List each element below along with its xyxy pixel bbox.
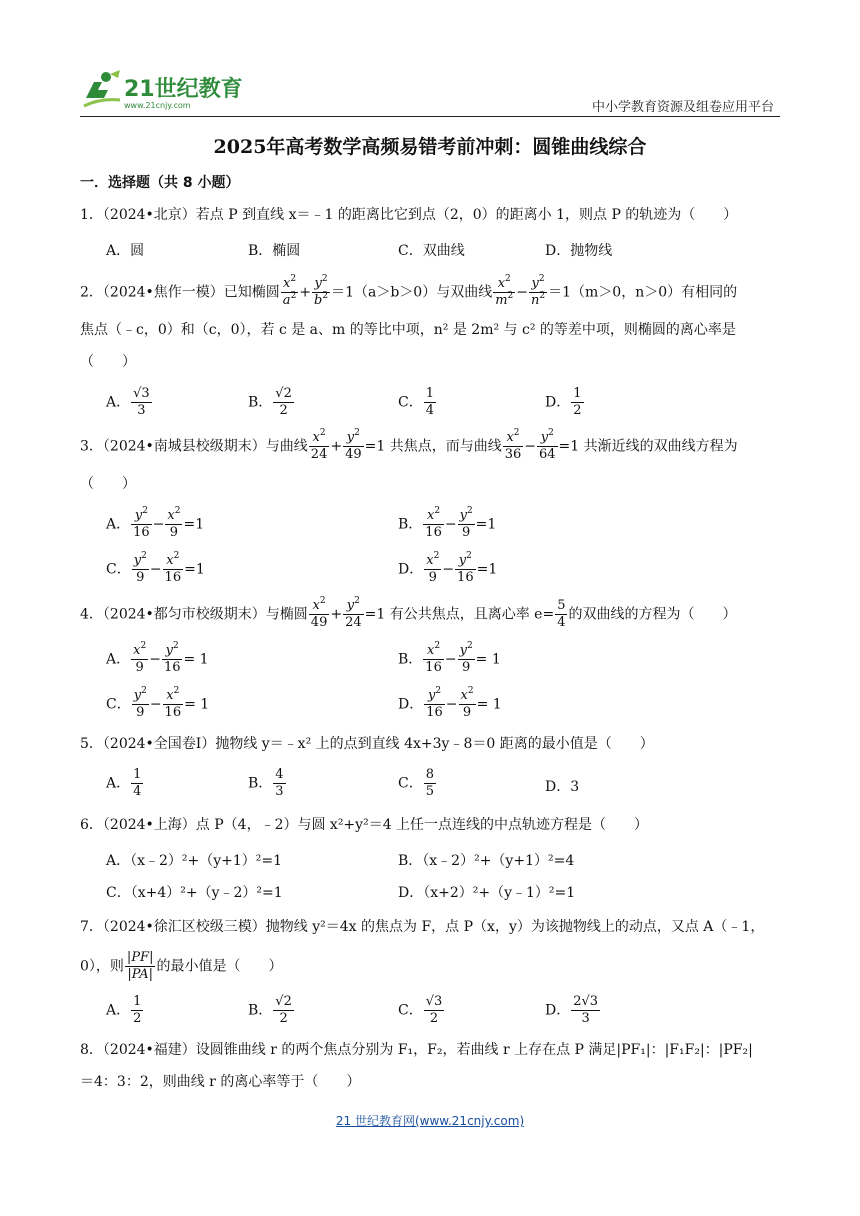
q2-option-d: D． $\frac{1}{2}$ (545, 386, 582, 418)
question-8-line1: 8．（2024•福建）设圆锥曲线 r 的两个焦点分别为 F₁，F₂，若曲线 r 上存在点 P 满足|PF₁|：|F₁F₂|：|PF₂| (80, 1042, 753, 1058)
q4-option-b: B． $\frac{x^2}{16}$ − $\frac{y^2}{9}$ = 1 (398, 641, 501, 675)
q1-option-d: D．抛物线 (545, 243, 613, 259)
q5-option-a: A． $\frac{1}{4}$ (106, 767, 142, 799)
footer-link[interactable]: 21 世纪教育网(www.21cnjy.com) (335, 1114, 525, 1128)
question-2-line2: 焦点（﹣c，0）和（c，0），若 c 是 a、m 的等比中项，n² 是 2m² 与 c² 的等差中项，则椭圆的离心率是 (80, 322, 736, 338)
q7-option-b: B． $\frac{√2}{2}$ (248, 994, 292, 1026)
q6-option-d: D．（x+2）²+（y﹣1）²=1 (398, 885, 576, 901)
svg-text:www.21cnjy.com: www.21cnjy.com (124, 101, 191, 110)
q7-option-a: A． $\frac{1}{2}$ (106, 994, 142, 1026)
q2-option-c: C． $\frac{1}{4}$ (398, 386, 434, 418)
question-5-stem: 5．（2024•全国卷Ⅰ）抛物线 y＝﹣x² 上的点到直线 4x+3y﹣8＝0 距离的最小值是（ ） (80, 736, 654, 752)
question-3-line1: 3．（2024•南城县校级期末）与曲线 $\frac{x^2}{24}$ + $\frac{y^2}{49}$ =1 共焦点，而与曲线 $\frac{x^2}{36}$ − $\frac{y^2}{64}$ =1 共渐近线的双曲线方程为 (80, 428, 738, 462)
q3-option-b: B． $\frac{x^2}{16}$ − $\frac{y^2}{9}$ =1 (398, 506, 497, 540)
question-7-line1: 7．（2024•徐汇区校级三模）抛物线 y²＝4x 的焦点为 F，点 P（x，y）为该抛物线上的动点，又点 A（﹣1， (80, 919, 765, 935)
q3-option-c: C． $\frac{y^2}{9}$ − $\frac{x^2}{16}$ =1 (106, 551, 205, 585)
q1-option-b: B．椭圆 (248, 243, 301, 259)
site-logo (80, 68, 250, 112)
q3-option-d: D． $\frac{x^2}{9}$ − $\frac{y^2}{16}$ =1 (398, 551, 498, 585)
q5-option-c: C． $\frac{8}{5}$ (398, 767, 434, 799)
question-4-line1: 4．（2024•都匀市校级期末）与椭圆 $\frac{x^2}{49}$ + $\frac{y^2}{24}$ =1 有公共焦点，且离心率 e= $\frac{5}{4}$ 的双曲线的方程为（ ） (80, 596, 737, 630)
q4-option-d: D． $\frac{y^2}{16}$ − $\frac{x^2}{9}$ = 1 (398, 686, 502, 720)
question-2-line3: （ ） (80, 354, 136, 370)
header-platform-text: 中小学教育资源及组卷应用平台 (591, 100, 774, 115)
section-heading: 一．选择题（共 8 小题） (80, 175, 240, 191)
svg-text:21世纪教育: 21世纪教育 (124, 77, 243, 102)
question-1-stem: 1．（2024•北京）若点 P 到直线 x＝﹣1 的距离比它到点（2，0）的距离小 1，则点 P 的轨迹为（ ） (80, 207, 738, 223)
q2-option-b: B． $\frac{√2}{2}$ (248, 386, 292, 418)
question-3-line2: （ ） (80, 476, 136, 492)
q1-option-a: A．圆 (106, 243, 145, 259)
q3-option-a: A． $\frac{y^2}{16}$ − $\frac{x^2}{9}$ =1 (106, 506, 205, 540)
q6-option-c: C．（x+4）²+（y﹣2）²=1 (106, 885, 283, 901)
question-8-line2: ＝4：3：2，则曲线 r 的离心率等于（ ） (80, 1074, 361, 1090)
runner-logo-icon (80, 68, 250, 112)
q2-option-a: A． $\frac{√3}{3}$ (106, 386, 150, 418)
q1-option-c: C．双曲线 (398, 243, 465, 259)
q7-option-d: D． $\frac{2√3}{3}$ (545, 994, 599, 1026)
question-7-line2: 0），则 $\frac{|PF|}{|PA|}$ 的最小值是（ ） (80, 950, 283, 982)
page-title: 2025年高考数学高频易错考前冲刺：圆锥曲线综合 (213, 136, 647, 158)
q4-option-a: A． $\frac{x^2}{9}$ − $\frac{y^2}{16}$ = 1 (106, 641, 209, 675)
q7-option-c: C． $\frac{√3}{2}$ (398, 994, 443, 1026)
q6-option-a: A．（x﹣2）²+（y+1）²=1 (106, 853, 283, 869)
q5-option-d: D．3 (545, 779, 580, 795)
header-divider (80, 116, 780, 117)
q4-option-c: C． $\frac{y^2}{9}$ − $\frac{x^2}{16}$ = 1 (106, 686, 210, 720)
footer-link-container (0, 1112, 860, 1129)
question-2-line1: 2．（2024•焦作一模）已知椭圆 $\frac{x^2}{a^2}$ + $\frac{y^2}{b^2}$ ＝1（a＞b＞0）与双曲线 $\frac{x^2}{m^2}$ − $\frac{y^2}{n^2}$ ＝1（m＞0，n＞0）有相同的 (80, 274, 738, 308)
question-6-stem: 6．（2024•上海）点 P（4，﹣2）与圆 x²+y²＝4 上任一点连线的中点轨迹方程是（ ） (80, 817, 649, 833)
q6-option-b: B．（x﹣2）²+（y+1）²=4 (398, 853, 575, 869)
q5-option-b: B． $\frac{4}{3}$ (248, 767, 284, 799)
